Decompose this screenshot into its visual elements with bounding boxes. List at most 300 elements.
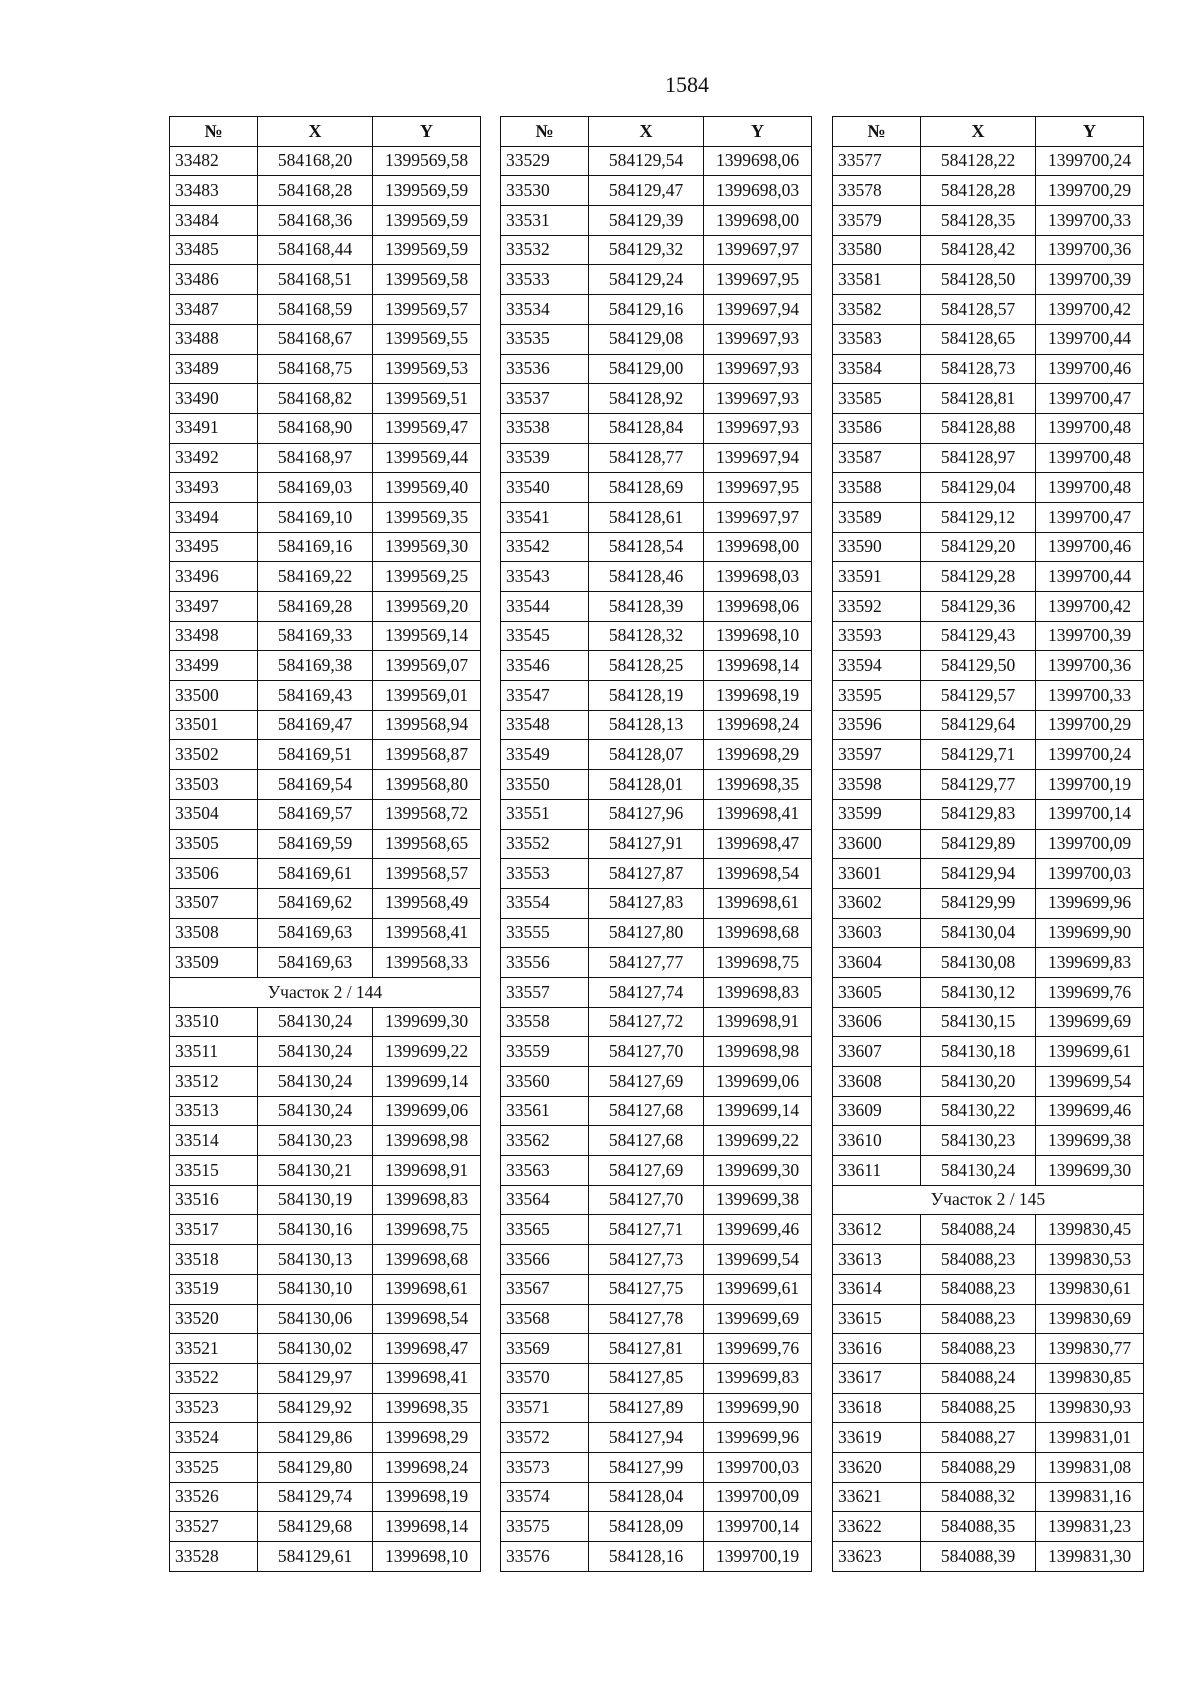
point-number-cell: 33556 [501, 948, 589, 978]
x-coordinate-cell: 584128,69 [589, 473, 704, 503]
point-number-cell: 33510 [170, 1007, 258, 1037]
table-row [833, 1067, 1144, 1097]
y-coordinate-cell: 1399569,40 [373, 473, 481, 503]
point-number-cell: 33504 [170, 799, 258, 829]
y-coordinate-cell: 1399700,36 [1036, 235, 1144, 265]
point-number-cell: 33515 [170, 1156, 258, 1186]
point-number-cell: 33531 [501, 206, 589, 236]
y-coordinate-cell: 1399700,39 [1036, 265, 1144, 295]
y-coordinate-cell: 1399700,19 [1036, 770, 1144, 800]
x-coordinate-cell: 584169,63 [258, 918, 373, 948]
table-row [170, 1215, 481, 1245]
y-coordinate-cell: 1399698,00 [704, 206, 812, 236]
y-coordinate-cell: 1399699,46 [704, 1215, 812, 1245]
y-coordinate-cell: 1399699,46 [1036, 1096, 1144, 1126]
point-number-cell: 33530 [501, 176, 589, 206]
y-coordinate-cell: 1399831,16 [1036, 1482, 1144, 1512]
point-number-cell: 33585 [833, 384, 921, 414]
table-row [170, 1452, 481, 1482]
point-number-cell: 33590 [833, 532, 921, 562]
x-coordinate-cell: 584127,87 [589, 859, 704, 889]
point-number-cell: 33577 [833, 146, 921, 176]
point-number-cell: 33514 [170, 1126, 258, 1156]
table-row [170, 1542, 481, 1572]
point-number-cell: 33617 [833, 1363, 921, 1393]
point-number-cell: 33523 [170, 1393, 258, 1423]
point-number-cell: 33578 [833, 176, 921, 206]
table-row [501, 1274, 812, 1304]
table-row [833, 265, 1144, 295]
x-coordinate-cell: 584128,28 [921, 176, 1036, 206]
y-coordinate-cell: 1399831,01 [1036, 1423, 1144, 1453]
table-row [170, 1007, 481, 1037]
x-coordinate-cell: 584128,19 [589, 681, 704, 711]
point-number-cell: 33537 [501, 384, 589, 414]
table-row [501, 1067, 812, 1097]
point-number-cell: 33595 [833, 681, 921, 711]
x-coordinate-cell: 584128,50 [921, 265, 1036, 295]
x-coordinate-cell: 584128,92 [589, 384, 704, 414]
x-coordinate-cell: 584127,96 [589, 799, 704, 829]
x-coordinate-cell: 584127,70 [589, 1185, 704, 1215]
y-coordinate-cell: 1399569,07 [373, 651, 481, 681]
x-coordinate-cell: 584129,80 [258, 1452, 373, 1482]
y-coordinate-cell: 1399700,42 [1036, 592, 1144, 622]
point-number-cell: 33482 [170, 146, 258, 176]
y-coordinate-cell: 1399697,95 [704, 473, 812, 503]
table-row [170, 1334, 481, 1364]
y-coordinate-cell: 1399569,44 [373, 443, 481, 473]
y-coordinate-cell: 1399699,06 [373, 1096, 481, 1126]
table-row [170, 829, 481, 859]
x-coordinate-cell: 584129,43 [921, 621, 1036, 651]
column-header-y: Y [373, 117, 481, 147]
y-coordinate-cell: 1399700,29 [1036, 176, 1144, 206]
x-coordinate-cell: 584130,23 [921, 1126, 1036, 1156]
table-row [501, 1512, 812, 1542]
point-number-cell: 33618 [833, 1393, 921, 1423]
x-coordinate-cell: 584127,83 [589, 888, 704, 918]
y-coordinate-cell: 1399698,35 [704, 770, 812, 800]
x-coordinate-cell: 584128,22 [921, 146, 1036, 176]
x-coordinate-cell: 584129,47 [589, 176, 704, 206]
table-row [501, 948, 812, 978]
column-header-y: Y [704, 117, 812, 147]
table-row [170, 918, 481, 948]
y-coordinate-cell: 1399569,35 [373, 502, 481, 532]
y-coordinate-cell: 1399699,90 [1036, 918, 1144, 948]
x-coordinate-cell: 584088,39 [921, 1542, 1036, 1572]
table-row [501, 413, 812, 443]
point-number-cell: 33534 [501, 295, 589, 325]
table-row [501, 1096, 812, 1126]
point-number-cell: 33567 [501, 1274, 589, 1304]
y-coordinate-cell: 1399699,69 [1036, 1007, 1144, 1037]
x-coordinate-cell: 584129,32 [589, 235, 704, 265]
x-coordinate-cell: 584168,97 [258, 443, 373, 473]
y-coordinate-cell: 1399830,53 [1036, 1245, 1144, 1275]
table-row [501, 977, 812, 1007]
y-coordinate-cell: 1399700,47 [1036, 384, 1144, 414]
table-row [501, 354, 812, 384]
point-number-cell: 33600 [833, 829, 921, 859]
point-number-cell: 33545 [501, 621, 589, 651]
y-coordinate-cell: 1399569,20 [373, 592, 481, 622]
table-row [833, 1393, 1144, 1423]
table-row [501, 562, 812, 592]
point-number-cell: 33516 [170, 1185, 258, 1215]
table-row [833, 1215, 1144, 1245]
table-row [170, 1067, 481, 1097]
x-coordinate-cell: 584127,71 [589, 1215, 704, 1245]
point-number-cell: 33615 [833, 1304, 921, 1334]
table-row [501, 1334, 812, 1364]
y-coordinate-cell: 1399569,30 [373, 532, 481, 562]
x-coordinate-cell: 584127,69 [589, 1067, 704, 1097]
point-number-cell: 33546 [501, 651, 589, 681]
x-coordinate-cell: 584128,39 [589, 592, 704, 622]
table-row [833, 1452, 1144, 1482]
table-row [501, 1126, 812, 1156]
x-coordinate-cell: 584129,94 [921, 859, 1036, 889]
table-row [833, 176, 1144, 206]
point-number-cell: 33612 [833, 1215, 921, 1245]
table-row [170, 295, 481, 325]
point-number-cell: 33525 [170, 1452, 258, 1482]
x-coordinate-cell: 584169,10 [258, 502, 373, 532]
table-row [170, 324, 481, 354]
point-number-cell: 33505 [170, 829, 258, 859]
y-coordinate-cell: 1399700,09 [704, 1482, 812, 1512]
x-coordinate-cell: 584130,24 [258, 1096, 373, 1126]
x-coordinate-cell: 584128,16 [589, 1542, 704, 1572]
x-coordinate-cell: 584169,61 [258, 859, 373, 889]
x-coordinate-cell: 584128,65 [921, 324, 1036, 354]
table-row [170, 740, 481, 770]
point-number-cell: 33548 [501, 710, 589, 740]
x-coordinate-cell: 584130,21 [258, 1156, 373, 1186]
y-coordinate-cell: 1399697,93 [704, 354, 812, 384]
point-number-cell: 33508 [170, 918, 258, 948]
x-coordinate-cell: 584130,24 [921, 1156, 1036, 1186]
table-row [501, 473, 812, 503]
table-row [170, 770, 481, 800]
x-coordinate-cell: 584128,25 [589, 651, 704, 681]
point-number-cell: 33492 [170, 443, 258, 473]
table-row [833, 1126, 1144, 1156]
y-coordinate-cell: 1399698,61 [704, 888, 812, 918]
y-coordinate-cell: 1399568,57 [373, 859, 481, 889]
x-coordinate-cell: 584127,89 [589, 1393, 704, 1423]
table-row [170, 1363, 481, 1393]
table-row [501, 681, 812, 711]
y-coordinate-cell: 1399569,57 [373, 295, 481, 325]
x-coordinate-cell: 584128,77 [589, 443, 704, 473]
table-row [170, 1512, 481, 1542]
point-number-cell: 33610 [833, 1126, 921, 1156]
table-row [833, 324, 1144, 354]
y-coordinate-cell: 1399700,33 [1036, 681, 1144, 711]
table-row [501, 502, 812, 532]
point-number-cell: 33598 [833, 770, 921, 800]
y-coordinate-cell: 1399697,94 [704, 295, 812, 325]
table-row [501, 592, 812, 622]
y-coordinate-cell: 1399697,95 [704, 265, 812, 295]
y-coordinate-cell: 1399700,24 [1036, 146, 1144, 176]
point-number-cell: 33609 [833, 1096, 921, 1126]
x-coordinate-cell: 584130,02 [258, 1334, 373, 1364]
table-row [170, 176, 481, 206]
y-coordinate-cell: 1399698,24 [704, 710, 812, 740]
y-coordinate-cell: 1399698,03 [704, 176, 812, 206]
y-coordinate-cell: 1399698,83 [373, 1185, 481, 1215]
x-coordinate-cell: 584130,23 [258, 1126, 373, 1156]
x-coordinate-cell: 584130,19 [258, 1185, 373, 1215]
x-coordinate-cell: 584127,68 [589, 1096, 704, 1126]
y-coordinate-cell: 1399568,65 [373, 829, 481, 859]
point-number-cell: 33599 [833, 799, 921, 829]
coordinates-table-2 [500, 116, 812, 1572]
y-coordinate-cell: 1399569,58 [373, 146, 481, 176]
y-coordinate-cell: 1399568,94 [373, 710, 481, 740]
y-coordinate-cell: 1399831,30 [1036, 1542, 1144, 1572]
table-row [833, 1096, 1144, 1126]
point-number-cell: 33500 [170, 681, 258, 711]
point-number-cell: 33533 [501, 265, 589, 295]
table-row [833, 859, 1144, 889]
y-coordinate-cell: 1399569,59 [373, 176, 481, 206]
y-coordinate-cell: 1399698,98 [704, 1037, 812, 1067]
table-row [833, 532, 1144, 562]
x-coordinate-cell: 584130,12 [921, 977, 1036, 1007]
table-row [501, 1007, 812, 1037]
x-coordinate-cell: 584127,73 [589, 1245, 704, 1275]
y-coordinate-cell: 1399698,14 [704, 651, 812, 681]
point-number-cell: 33502 [170, 740, 258, 770]
point-number-cell: 33499 [170, 651, 258, 681]
table-row [170, 1156, 481, 1186]
y-coordinate-cell: 1399700,39 [1036, 621, 1144, 651]
point-number-cell: 33597 [833, 740, 921, 770]
point-number-cell: 33494 [170, 502, 258, 532]
x-coordinate-cell: 584129,86 [258, 1423, 373, 1453]
table-row [833, 651, 1144, 681]
table-header-row [501, 117, 812, 147]
table-row [833, 206, 1144, 236]
x-coordinate-cell: 584168,67 [258, 324, 373, 354]
y-coordinate-cell: 1399700,03 [1036, 859, 1144, 889]
table-row [170, 1096, 481, 1126]
y-coordinate-cell: 1399697,93 [704, 324, 812, 354]
x-coordinate-cell: 584088,32 [921, 1482, 1036, 1512]
y-coordinate-cell: 1399831,08 [1036, 1452, 1144, 1482]
point-number-cell: 33616 [833, 1334, 921, 1364]
point-number-cell: 33520 [170, 1304, 258, 1334]
point-number-cell: 33619 [833, 1423, 921, 1453]
x-coordinate-cell: 584129,16 [589, 295, 704, 325]
table-row [501, 829, 812, 859]
table-row [501, 859, 812, 889]
table-row [833, 621, 1144, 651]
x-coordinate-cell: 584127,94 [589, 1423, 704, 1453]
table-row [833, 681, 1144, 711]
x-coordinate-cell: 584129,54 [589, 146, 704, 176]
x-coordinate-cell: 584128,88 [921, 413, 1036, 443]
table-row [833, 354, 1144, 384]
y-coordinate-cell: 1399698,29 [704, 740, 812, 770]
x-coordinate-cell: 584129,68 [258, 1512, 373, 1542]
x-coordinate-cell: 584088,24 [921, 1215, 1036, 1245]
table-row [833, 1245, 1144, 1275]
x-coordinate-cell: 584168,82 [258, 384, 373, 414]
y-coordinate-cell: 1399699,76 [1036, 977, 1144, 1007]
y-coordinate-cell: 1399700,42 [1036, 295, 1144, 325]
table-row [501, 384, 812, 414]
x-coordinate-cell: 584127,69 [589, 1156, 704, 1186]
point-number-cell: 33550 [501, 770, 589, 800]
point-number-cell: 33513 [170, 1096, 258, 1126]
table-row [170, 473, 481, 503]
x-coordinate-cell: 584127,80 [589, 918, 704, 948]
y-coordinate-cell: 1399699,30 [704, 1156, 812, 1186]
point-number-cell: 33623 [833, 1542, 921, 1572]
y-coordinate-cell: 1399568,72 [373, 799, 481, 829]
table-row [170, 532, 481, 562]
table-row [833, 443, 1144, 473]
point-number-cell: 33541 [501, 502, 589, 532]
y-coordinate-cell: 1399700,44 [1036, 324, 1144, 354]
y-coordinate-cell: 1399698,00 [704, 532, 812, 562]
y-coordinate-cell: 1399569,51 [373, 384, 481, 414]
column-header-number: № [833, 117, 921, 147]
y-coordinate-cell: 1399697,97 [704, 235, 812, 265]
table-row [501, 1423, 812, 1453]
table-row [833, 770, 1144, 800]
y-coordinate-cell: 1399698,10 [704, 621, 812, 651]
y-coordinate-cell: 1399697,97 [704, 502, 812, 532]
section-row [170, 977, 481, 1007]
table-row [501, 888, 812, 918]
x-coordinate-cell: 584168,75 [258, 354, 373, 384]
point-number-cell: 33532 [501, 235, 589, 265]
x-coordinate-cell: 584130,24 [258, 1007, 373, 1037]
x-coordinate-cell: 584130,20 [921, 1067, 1036, 1097]
y-coordinate-cell: 1399830,85 [1036, 1363, 1144, 1393]
table-row [501, 1542, 812, 1572]
point-number-cell: 33497 [170, 592, 258, 622]
x-coordinate-cell: 584088,35 [921, 1512, 1036, 1542]
point-number-cell: 33576 [501, 1542, 589, 1572]
x-coordinate-cell: 584169,59 [258, 829, 373, 859]
point-number-cell: 33581 [833, 265, 921, 295]
table-row [501, 532, 812, 562]
point-number-cell: 33564 [501, 1185, 589, 1215]
x-coordinate-cell: 584168,44 [258, 235, 373, 265]
y-coordinate-cell: 1399699,38 [1036, 1126, 1144, 1156]
x-coordinate-cell: 584129,12 [921, 502, 1036, 532]
y-coordinate-cell: 1399700,29 [1036, 710, 1144, 740]
table-row [833, 295, 1144, 325]
table-row [833, 710, 1144, 740]
point-number-cell: 33622 [833, 1512, 921, 1542]
y-coordinate-cell: 1399700,19 [704, 1542, 812, 1572]
x-coordinate-cell: 584128,97 [921, 443, 1036, 473]
table-row [170, 1393, 481, 1423]
table-row [833, 740, 1144, 770]
table-row [833, 413, 1144, 443]
point-number-cell: 33559 [501, 1037, 589, 1067]
table-row [170, 1304, 481, 1334]
x-coordinate-cell: 584168,51 [258, 265, 373, 295]
y-coordinate-cell: 1399700,03 [704, 1452, 812, 1482]
x-coordinate-cell: 584127,75 [589, 1274, 704, 1304]
y-coordinate-cell: 1399699,54 [1036, 1067, 1144, 1097]
x-coordinate-cell: 584168,59 [258, 295, 373, 325]
point-number-cell: 33487 [170, 295, 258, 325]
x-coordinate-cell: 584130,16 [258, 1215, 373, 1245]
point-number-cell: 33561 [501, 1096, 589, 1126]
y-coordinate-cell: 1399699,22 [373, 1037, 481, 1067]
point-number-cell: 33542 [501, 532, 589, 562]
table-row [170, 1274, 481, 1304]
table-row [833, 888, 1144, 918]
y-coordinate-cell: 1399700,09 [1036, 829, 1144, 859]
table-row [170, 354, 481, 384]
x-coordinate-cell: 584127,72 [589, 1007, 704, 1037]
y-coordinate-cell: 1399698,54 [373, 1304, 481, 1334]
y-coordinate-cell: 1399699,96 [1036, 888, 1144, 918]
y-coordinate-cell: 1399700,24 [1036, 740, 1144, 770]
y-coordinate-cell: 1399700,47 [1036, 502, 1144, 532]
point-number-cell: 33573 [501, 1452, 589, 1482]
y-coordinate-cell: 1399697,93 [704, 384, 812, 414]
y-coordinate-cell: 1399700,33 [1036, 206, 1144, 236]
column-header-y: Y [1036, 117, 1144, 147]
x-coordinate-cell: 584128,81 [921, 384, 1036, 414]
y-coordinate-cell: 1399830,69 [1036, 1304, 1144, 1334]
x-coordinate-cell: 584169,22 [258, 562, 373, 592]
table-row [170, 948, 481, 978]
point-number-cell: 33503 [170, 770, 258, 800]
y-coordinate-cell: 1399699,14 [373, 1067, 481, 1097]
x-coordinate-cell: 584168,90 [258, 413, 373, 443]
table-row [170, 651, 481, 681]
column-header-x: X [258, 117, 373, 147]
table-row [170, 146, 481, 176]
x-coordinate-cell: 584130,24 [258, 1067, 373, 1097]
point-number-cell: 33519 [170, 1274, 258, 1304]
table-row [170, 443, 481, 473]
x-coordinate-cell: 584088,27 [921, 1423, 1036, 1453]
point-number-cell: 33540 [501, 473, 589, 503]
point-number-cell: 33511 [170, 1037, 258, 1067]
table-row [170, 621, 481, 651]
table-row [501, 235, 812, 265]
y-coordinate-cell: 1399699,14 [704, 1096, 812, 1126]
x-coordinate-cell: 584088,24 [921, 1363, 1036, 1393]
table-row [501, 1452, 812, 1482]
y-coordinate-cell: 1399830,77 [1036, 1334, 1144, 1364]
x-coordinate-cell: 584128,09 [589, 1512, 704, 1542]
x-coordinate-cell: 584169,57 [258, 799, 373, 829]
table-row [833, 977, 1144, 1007]
point-number-cell: 33551 [501, 799, 589, 829]
point-number-cell: 33493 [170, 473, 258, 503]
point-number-cell: 33554 [501, 888, 589, 918]
point-number-cell: 33527 [170, 1512, 258, 1542]
y-coordinate-cell: 1399700,48 [1036, 413, 1144, 443]
column-header-number: № [501, 117, 589, 147]
